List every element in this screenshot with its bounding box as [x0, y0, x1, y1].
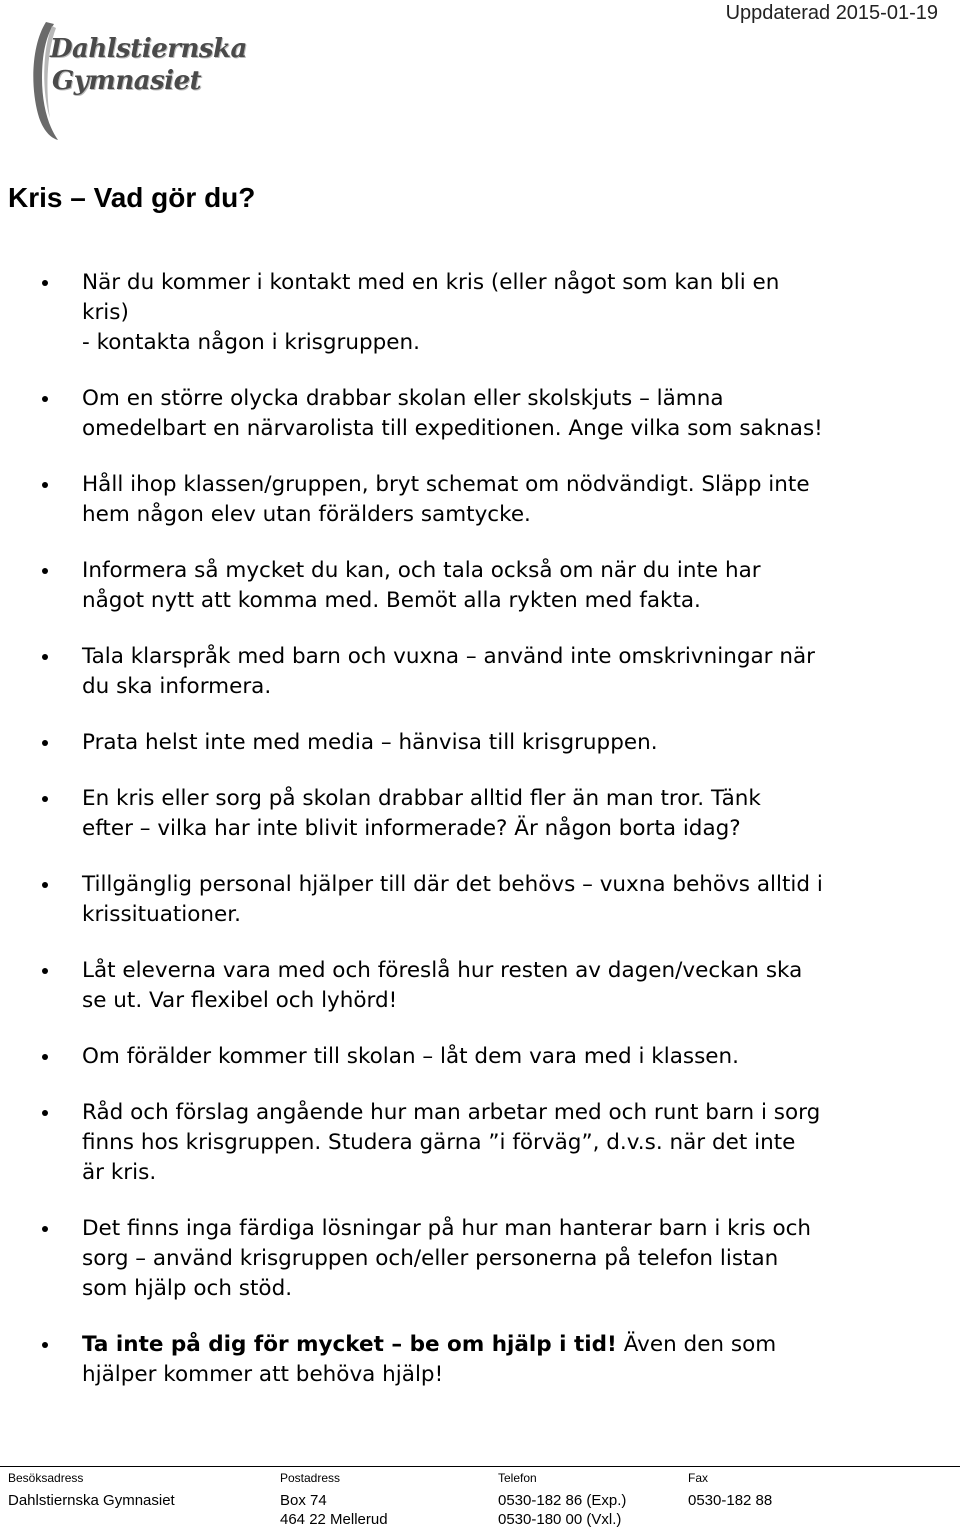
footer-value: 0530-182 86 (Exp.): [498, 1492, 627, 1509]
footer-visit-address: [8, 1470, 175, 1510]
list-item: [0, 556, 960, 616]
school-logo: [28, 14, 247, 144]
bullet-icon: [42, 568, 48, 574]
emphasis-text: Ta inte på dig för mycket – be om hjälp i tid!: [82, 1332, 617, 1357]
bullet-icon: [42, 654, 48, 660]
item-line: Om förälder kommer till skolan – låt dem vara med i klassen.: [82, 1044, 739, 1069]
item-line: är kris.: [82, 1160, 157, 1185]
logo-text-line2: Gymnasiet: [52, 66, 202, 96]
footer-phone: [498, 1470, 626, 1529]
list-item: [0, 642, 960, 702]
item-line: något nytt att komma med. Bemöt alla rykten med fakta.: [82, 588, 701, 613]
footer-value: 464 22 Mellerud: [280, 1511, 388, 1528]
list-item: [0, 1214, 960, 1304]
item-line: Tala klarspråk med barn och vuxna – använd inte omskrivningar när: [82, 644, 815, 669]
updated-date: Uppdaterad 2015-01-19: [725, 2, 938, 24]
item-line: Håll ihop klassen/gruppen, bryt schemat om nödvändigt. Släpp inte: [82, 472, 810, 497]
list-item: [0, 470, 960, 530]
item-line: Om en större olycka drabbar skolan eller skolskjuts – lämna: [82, 386, 724, 411]
footer-fax: [688, 1470, 772, 1510]
footer-value: 0530-180 00 (Vxl.): [498, 1511, 622, 1528]
list-item: [0, 1330, 960, 1390]
item-line: se ut. Var flexibel och lyhörd!: [82, 988, 398, 1013]
footer-postal-address: [280, 1470, 388, 1529]
list-item: [0, 870, 960, 930]
footer-value: Dahlstiernska Gymnasiet: [8, 1492, 175, 1509]
item-line: hjälper kommer att behöva hjälp!: [82, 1362, 444, 1387]
bullet-icon: [42, 1110, 48, 1116]
item-line: Det finns inga färdiga lösningar på hur man hanterar barn i kris och: [82, 1216, 812, 1241]
item-line: [82, 1330, 944, 1360]
footer-value: 0530-182 88: [688, 1492, 773, 1509]
footer-divider: [0, 1466, 960, 1467]
item-line: Tillgänglig personal hjälper till där det behövs – vuxna behövs alltid i: [82, 872, 823, 897]
bullet-icon: [42, 1054, 48, 1060]
item-line: du ska informera.: [82, 674, 272, 699]
item-line: kris): [82, 300, 129, 325]
item-text: Även den som: [616, 1332, 777, 1357]
item-line: omedelbart en närvarolista till expeditionen. Ange vilka som saknas!: [82, 416, 823, 441]
list-item: [0, 268, 960, 358]
bullet-icon: [42, 396, 48, 402]
list-item: [0, 956, 960, 1016]
bullet-icon: [42, 280, 48, 286]
bullet-icon: [42, 1342, 48, 1348]
page-title: Kris – Vad gör du?: [8, 182, 256, 213]
list-item: [0, 784, 960, 844]
item-line: - kontakta någon i krisgruppen.: [82, 330, 420, 355]
item-line: krissituationer.: [82, 902, 241, 927]
item-line: Informera så mycket du kan, och tala också om när du inte har: [82, 558, 761, 583]
bullet-icon: [42, 1226, 48, 1232]
list-item: [0, 1098, 960, 1188]
item-line: När du kommer i kontakt med en kris (eller något som kan bli en: [82, 270, 780, 295]
list-item: [0, 728, 960, 758]
advice-list: [0, 268, 960, 1416]
bullet-icon: [42, 740, 48, 746]
bullet-icon: [42, 482, 48, 488]
item-line: En kris eller sorg på skolan drabbar alltid fler än man tror. Tänk: [82, 786, 761, 811]
footer-value: Box 74: [280, 1492, 327, 1509]
item-line: sorg – använd krisgruppen och/eller personerna på telefon listan: [82, 1246, 779, 1271]
list-item: [0, 384, 960, 444]
logo-text-line1: Dahlstiernska: [50, 34, 247, 64]
bullet-icon: [42, 796, 48, 802]
item-line: efter – vilka har inte blivit informerade? Är någon borta idag?: [82, 816, 741, 841]
item-line: hem någon elev utan förälders samtycke.: [82, 502, 531, 527]
item-line: Prata helst inte med media – hänvisa till krisgruppen.: [82, 730, 658, 755]
footer-label: Postadress: [280, 1471, 341, 1485]
footer-label: Telefon: [498, 1471, 537, 1485]
item-line: som hjälp och stöd.: [82, 1276, 293, 1301]
item-line: Råd och förslag angående hur man arbetar med och runt barn i sorg: [82, 1100, 821, 1125]
item-line: finns hos krisgruppen. Studera gärna ”i förväg”, d.v.s. när det inte: [82, 1130, 796, 1155]
list-item: [0, 1042, 960, 1072]
bullet-icon: [42, 882, 48, 888]
bullet-icon: [42, 968, 48, 974]
item-line: Låt eleverna vara med och föreslå hur resten av dagen/veckan ska: [82, 958, 803, 983]
footer-label: Fax: [688, 1471, 709, 1485]
footer-label: Besöksadress: [8, 1471, 84, 1485]
